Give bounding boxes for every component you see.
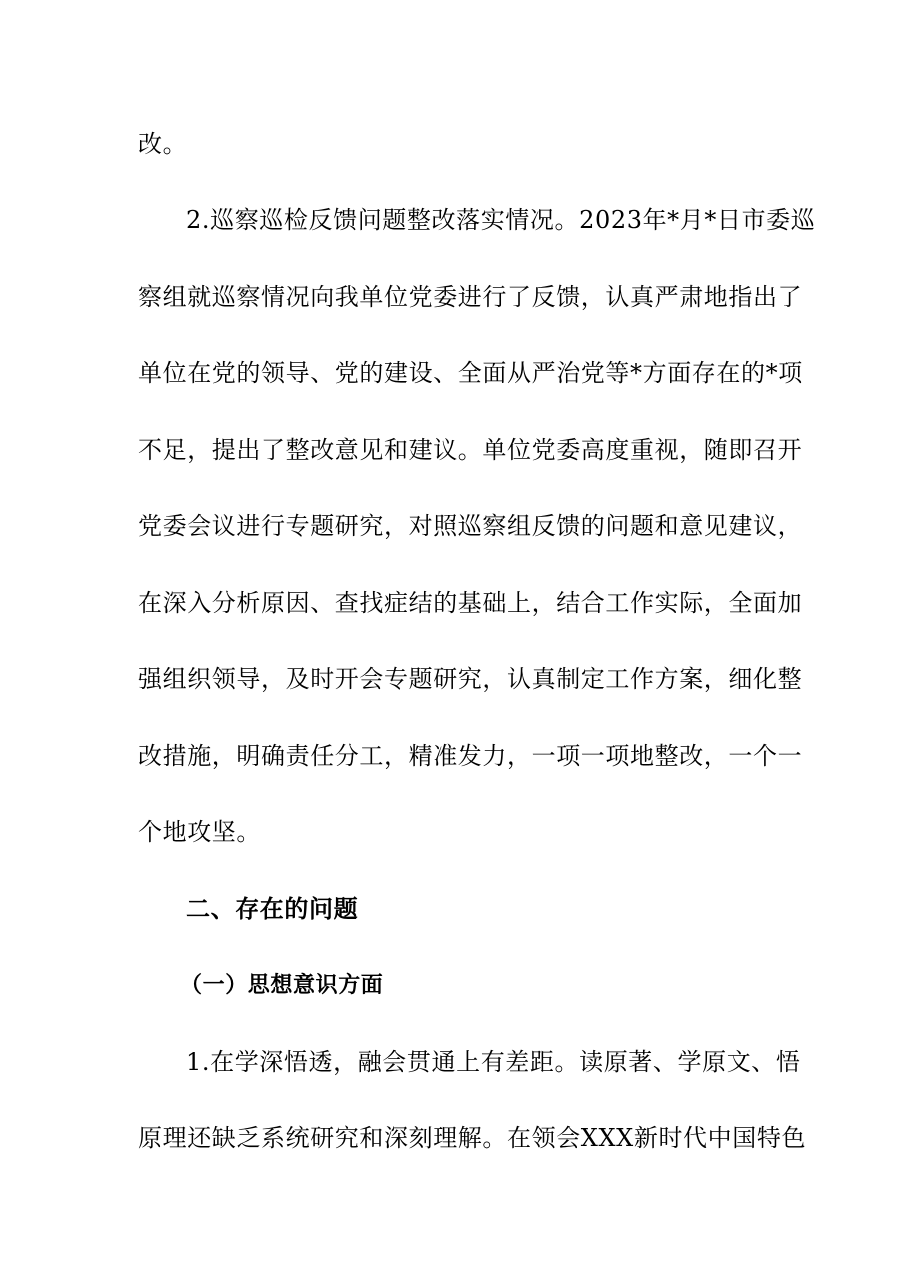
paragraph-line: 个地攻坚。 [138,818,261,846]
paragraph-continuation-line: 改。 [138,130,188,158]
paragraph-line: 察组就巡察情况向我单位党委进行了反馈，认真严肃地指出了 [138,283,803,311]
section-heading: 二、存在的问题 [186,895,359,923]
paragraph-line: 2.巡察巡检反馈问题整改落实情况。2023年*月*日市委巡 [186,206,816,234]
subsection-heading: （一）思想意识方面 [180,972,384,998]
paragraph-line: 在深入分析原因、查找症结的基础上，结合工作实际，全面加 [138,589,803,617]
paragraph-line: 1.在学深悟透，融会贯通上有差距。读原著、学原文、悟 [186,1048,801,1076]
paragraph-line: 原理还缺乏系统研究和深刻理解。在领会XXX新时代中国特色 [138,1124,807,1152]
paragraph-line: 单位在党的领导、党的建设、全面从严治党等*方面存在的*项 [138,359,803,387]
paragraph-line: 不足，提出了整改意见和建议。单位党委高度重视，随即召开 [138,436,803,464]
paragraph-line: 改措施，明确责任分工，精准发力，一项一项地整改，一个一 [138,742,803,770]
paragraph-line: 党委会议进行专题研究，对照巡察组反馈的问题和意见建议， [138,512,803,540]
paragraph-line: 强组织领导，及时开会专题研究，认真制定工作方案，细化整 [138,665,803,693]
